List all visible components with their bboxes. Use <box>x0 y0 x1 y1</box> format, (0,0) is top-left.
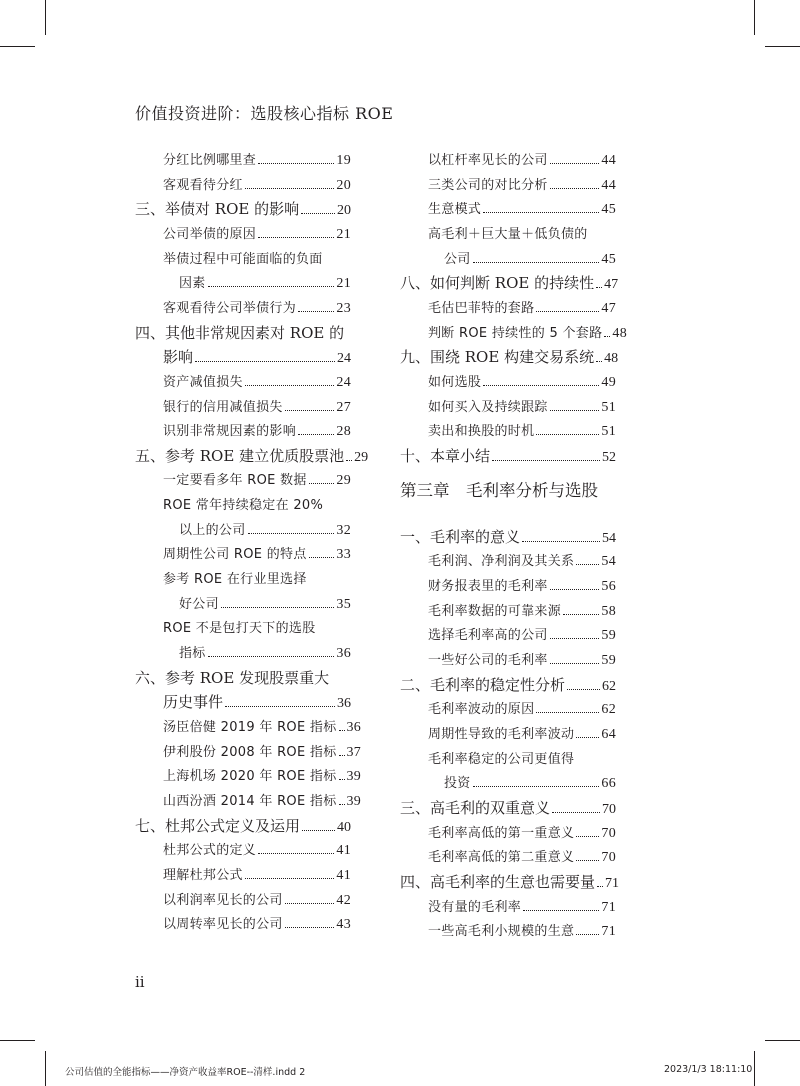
toc-entry-title: 伊利股份 2008 年 ROE 指标 <box>163 744 337 760</box>
toc-entry-title: 九、围绕 ROE 构建交易系统 <box>400 348 595 367</box>
dot-leader <box>536 310 599 312</box>
dot-leader <box>483 384 599 386</box>
toc-entry-page: 41 <box>336 843 351 859</box>
toc-entry <box>400 574 616 599</box>
toc-entry-title: 好公司 <box>179 596 219 612</box>
dot-leader <box>596 286 602 288</box>
dot-leader <box>285 902 335 904</box>
toc-entry-page: 24 <box>336 374 351 390</box>
toc-entry <box>135 641 351 666</box>
toc-entry <box>135 197 351 222</box>
toc-entry-page: 44 <box>601 153 616 168</box>
dot-leader <box>604 335 610 337</box>
toc-entry-title: 投资 <box>444 776 471 792</box>
dot-leader <box>258 852 334 854</box>
dot-leader <box>285 409 335 411</box>
dot-leader <box>248 532 335 534</box>
toc-entry-page: 43 <box>336 917 351 933</box>
toc-entry-title: ROE 不是包打天下的选股 <box>163 621 316 637</box>
toc-entry-title: 十、本章小结 <box>400 446 491 465</box>
toc-entry-page: 41 <box>336 867 351 883</box>
toc-entry <box>135 789 362 814</box>
toc-entry <box>135 863 351 888</box>
dot-leader <box>523 909 599 911</box>
toc-entry-title: 山西汾酒 2014 年 ROE 指标 <box>163 793 337 809</box>
dot-leader <box>576 563 599 565</box>
toc-entry-page: 49 <box>601 374 616 390</box>
toc-entry-page: 71 <box>601 899 616 915</box>
toc-entry-title: 七、杜邦公式定义及运用 <box>135 816 301 835</box>
toc-entry-page: 28 <box>336 424 351 440</box>
dot-leader <box>301 212 335 214</box>
toc-entry <box>400 296 616 321</box>
toc-entry <box>135 345 351 370</box>
dot-leader <box>339 729 345 731</box>
dot-leader <box>576 736 599 738</box>
toc-entry <box>135 296 351 321</box>
toc-entry-page: 23 <box>336 300 351 316</box>
toc-entry-title: 卖出和换股的时机 <box>428 424 535 440</box>
toc-entry <box>135 567 351 592</box>
dot-leader <box>339 803 345 805</box>
toc-entry-title: 影响 <box>163 348 194 367</box>
toc-entry-page: 47 <box>604 277 619 293</box>
toc-entry-title: 财务报表里的毛利率 <box>428 579 548 595</box>
page-number: ii <box>135 973 145 991</box>
toc-entry-title: 客观看待分红 <box>163 177 243 193</box>
crop-mark <box>765 1040 800 1041</box>
toc-entry-page: 70 <box>602 801 616 817</box>
toc-entry-title: 指标 <box>179 646 206 661</box>
toc-entry-page: 51 <box>601 424 616 440</box>
toc-entry <box>400 148 616 173</box>
toc-entry-title: 以上的公司 <box>179 522 246 538</box>
toc-entry-title: 毛利率数据的可靠来源 <box>428 603 562 619</box>
toc-entry <box>135 419 351 444</box>
toc-entry-page: 70 <box>601 825 616 841</box>
crop-mark <box>45 1051 46 1086</box>
toc-entry-title: 没有量的毛利率 <box>428 899 522 915</box>
toc-entry <box>135 247 351 272</box>
toc-entry <box>135 690 351 715</box>
toc-entry-page: 21 <box>336 226 351 242</box>
toc-entry-title: 毛利润、净利润及其关系 <box>428 554 575 570</box>
toc-entry-title: 高毛利＋巨大量＋低负债的 <box>428 226 588 242</box>
toc-entry <box>400 919 616 944</box>
toc-entry <box>135 592 351 617</box>
dot-leader <box>576 933 599 935</box>
toc-entry <box>135 888 351 913</box>
toc-entry-title: 周期性导致的毛利率波动 <box>428 727 575 742</box>
toc-entry-title: 一些高毛利小规模的生意 <box>428 924 575 940</box>
toc-entry <box>400 895 616 920</box>
toc-entry <box>400 870 620 895</box>
toc-entry <box>135 542 351 567</box>
toc-entry-title: 公司 <box>444 251 471 267</box>
toc-entry <box>135 740 362 765</box>
toc-entry <box>400 345 619 370</box>
dot-leader <box>536 433 599 435</box>
toc-entry-page: 59 <box>601 653 616 669</box>
toc-entry <box>135 814 351 839</box>
toc-entry-page: 64 <box>601 727 616 742</box>
toc-entry-page: 36 <box>336 646 351 661</box>
dot-leader <box>473 785 600 787</box>
toc-entry-title: 上海机场 2020 年 ROE 指标 <box>163 769 337 785</box>
toc-entry-title: 以利润率见长的公司 <box>163 892 283 908</box>
toc-entry <box>400 697 616 722</box>
toc-entry-page: 32 <box>336 522 351 538</box>
toc-entry-page: 45 <box>601 202 616 218</box>
crop-mark <box>754 0 755 35</box>
toc-entry <box>400 771 616 796</box>
crop-mark <box>754 1051 755 1086</box>
toc-entry-page: 62 <box>602 678 616 694</box>
toc-entry-page: 47 <box>601 300 616 316</box>
toc-entry-title: 选择毛利率高的公司 <box>428 628 548 644</box>
toc-entry-page: 58 <box>601 603 616 619</box>
toc-entry-title: 如何买入及持续跟踪 <box>428 399 548 415</box>
toc-entry-title: 五、参考 ROE 建立优质股票池 <box>135 446 345 465</box>
dot-leader <box>563 613 599 615</box>
toc-entry-page: 48 <box>612 325 627 341</box>
toc-entry-title: 一些好公司的毛利率 <box>428 653 548 669</box>
toc-entry <box>135 616 351 641</box>
dot-leader <box>550 409 600 411</box>
toc-entry-page: 48 <box>604 351 619 367</box>
dot-leader <box>473 261 600 263</box>
toc-entry-page: 29 <box>336 473 351 489</box>
toc-entry-title: 毛利率波动的原因 <box>428 702 535 718</box>
toc-entry <box>400 549 616 574</box>
toc-entry <box>135 912 351 937</box>
dot-leader <box>567 688 600 690</box>
dot-leader <box>552 811 600 813</box>
toc-entry <box>135 395 351 420</box>
toc-entry-page: 54 <box>602 530 616 546</box>
toc-entry-title: 毛估巴菲特的套路 <box>428 300 535 316</box>
toc-entry-title: 客观看待公司举债行为 <box>163 300 297 316</box>
running-head: 价值投资进阶：选股核心指标 ROE <box>135 104 394 123</box>
dot-leader <box>309 556 335 558</box>
dot-leader <box>346 459 352 461</box>
toc-entry-title: 毛利率高低的第一重意义 <box>428 825 575 841</box>
dot-leader <box>221 606 334 608</box>
toc-entry-page: 66 <box>601 776 616 792</box>
toc-entry-title: 汤臣倍健 2019 年 ROE 指标 <box>163 719 337 735</box>
dot-leader <box>550 588 600 590</box>
toc-entry-page: 51 <box>601 399 616 415</box>
toc-entry <box>135 173 351 198</box>
dot-leader <box>302 829 335 831</box>
toc-entry <box>400 247 616 272</box>
toc-entry <box>135 321 351 346</box>
toc-entry-title: 判断 ROE 持续性的 5 个套路 <box>428 325 603 341</box>
toc-entry-title: 周期性公司 ROE 的特点 <box>163 547 307 563</box>
dot-leader <box>339 778 345 780</box>
toc-entry-title: 参考 ROE 在行业里选择 <box>163 572 307 588</box>
toc-entry <box>400 796 616 821</box>
toc-entry-title: 三、举债对 ROE 的影响 <box>135 200 300 219</box>
toc-entry-title: 历史事件 <box>163 693 224 712</box>
toc-entry <box>400 395 616 420</box>
crop-mark <box>0 1040 35 1041</box>
toc-entry-title: 生意模式 <box>428 202 482 218</box>
toc-entry <box>400 821 616 846</box>
toc-entry-title: 第三章 毛利率分析与选股 <box>400 480 598 500</box>
toc-entry-page: 24 <box>337 351 351 367</box>
toc-entry-page: 36 <box>346 719 362 735</box>
toc-entry-page: 20 <box>336 177 351 193</box>
toc-entry-title: 八、如何判断 ROE 的持续性 <box>400 274 595 293</box>
toc-entry-page: 19 <box>336 153 351 168</box>
toc-entry-page: 21 <box>336 276 351 292</box>
dot-leader <box>208 655 335 657</box>
toc-entry-title: 毛利率高低的第二重意义 <box>428 850 575 866</box>
toc-entry-title: ROE 常年持续稳定在 20% <box>163 498 324 514</box>
toc-entry <box>135 764 362 789</box>
toc-entry-title: 一定要看多年 ROE 数据 <box>163 473 307 489</box>
toc-entry-title: 因素 <box>179 276 206 292</box>
toc-entry <box>400 599 616 624</box>
toc-entry-title: 二、毛利率的稳定性分析 <box>400 675 566 694</box>
toc-entry-title: 毛利率稳定的公司更值得 <box>428 751 575 767</box>
dot-leader <box>245 384 335 386</box>
toc-entry-title: 以杠杆率见长的公司 <box>428 153 548 168</box>
dot-leader <box>483 211 599 213</box>
dot-leader <box>339 754 345 756</box>
toc-entry <box>400 173 616 198</box>
toc-entry <box>400 197 616 222</box>
crop-mark <box>45 0 46 35</box>
dot-leader <box>550 662 600 664</box>
dot-leader <box>522 540 600 542</box>
toc-entry-title: 三、高毛利的双重意义 <box>400 798 551 817</box>
toc-entry <box>135 148 351 173</box>
toc-entry-title: 举债过程中可能面临的负面 <box>163 251 323 267</box>
toc-entry <box>135 518 351 543</box>
dot-leader <box>492 459 600 461</box>
toc-entry-page: 29 <box>354 449 369 465</box>
dot-leader <box>298 310 334 312</box>
toc-entry-page: 36 <box>337 696 351 712</box>
toc-entry-page: 27 <box>336 399 351 415</box>
toc-entry <box>400 321 627 346</box>
dot-leader <box>597 885 603 887</box>
toc-entry-page: 59 <box>601 628 616 644</box>
dot-leader <box>258 162 334 164</box>
toc-entry <box>400 747 616 772</box>
toc-entry-page: 33 <box>336 547 351 563</box>
toc-entry-title: 分红比例哪里查 <box>163 153 257 168</box>
crop-mark <box>765 46 800 47</box>
toc-entry-title: 三类公司的对比分析 <box>428 177 548 193</box>
dot-leader <box>298 433 334 435</box>
dot-leader <box>285 926 335 928</box>
toc-entry-page: 39 <box>346 769 362 785</box>
toc-entry <box>400 648 616 673</box>
dot-leader <box>258 236 334 238</box>
toc-entry <box>135 444 369 469</box>
dot-leader <box>550 637 600 639</box>
toc-entry-page: 52 <box>602 449 616 465</box>
toc-entry-title: 以周转率见长的公司 <box>163 917 283 933</box>
toc-entry-page: 54 <box>601 554 616 570</box>
dot-leader <box>225 705 335 707</box>
dot-leader <box>309 482 335 484</box>
chapter-heading <box>400 478 616 503</box>
crop-mark <box>0 46 35 47</box>
toc-entry <box>135 370 351 395</box>
dot-leader <box>245 877 335 879</box>
toc-entry-title: 一、毛利率的意义 <box>400 527 521 546</box>
toc-entry-title: 六、参考 ROE 发现股票重大 <box>135 668 330 687</box>
dot-leader <box>195 360 335 362</box>
toc-entry <box>400 444 616 469</box>
toc-entry-page: 40 <box>337 819 351 835</box>
dot-leader <box>596 360 602 362</box>
toc-entry-page: 56 <box>601 579 616 595</box>
toc-entry <box>400 673 616 698</box>
dot-leader <box>576 859 599 861</box>
toc-entry <box>135 271 351 296</box>
toc-entry <box>400 271 619 296</box>
toc-entry <box>400 419 616 444</box>
toc-entry-title: 银行的信用减值损失 <box>163 399 283 415</box>
dot-leader <box>245 187 335 189</box>
dot-leader <box>208 285 335 287</box>
toc-entry-page: 42 <box>336 892 351 908</box>
dot-leader <box>536 711 599 713</box>
toc-entry <box>400 623 616 648</box>
toc-entry-page: 70 <box>601 850 616 866</box>
print-slug-datetime: 2023/1/3 18:11:10 <box>664 1064 753 1075</box>
toc-entry-title: 四、其他非常规因素对 ROE 的 <box>135 323 345 342</box>
dot-leader <box>576 835 599 837</box>
toc-entry <box>135 715 362 740</box>
toc-entry-page: 71 <box>605 875 620 891</box>
toc-entry <box>135 468 351 493</box>
toc-entry-title: 杜邦公式的定义 <box>163 843 257 859</box>
toc-entry-page: 45 <box>601 251 616 267</box>
toc-entry-title: 公司举债的原因 <box>163 226 257 242</box>
toc-entry <box>400 525 616 550</box>
toc-entry-title: 理解杜邦公式 <box>163 867 243 883</box>
toc-entry-title: 识别非常规因素的影响 <box>163 424 297 440</box>
toc-entry-page: 20 <box>337 203 351 219</box>
toc-entry <box>400 845 616 870</box>
toc-entry-page: 37 <box>346 744 362 760</box>
toc-entry-page: 39 <box>346 793 362 809</box>
toc-entry <box>400 722 616 747</box>
toc-entry-title: 如何选股 <box>428 374 482 390</box>
toc-entry <box>400 222 616 247</box>
toc-entry-page: 71 <box>601 924 616 940</box>
dot-leader <box>550 162 600 164</box>
toc-entry <box>135 222 351 247</box>
toc-entry <box>135 838 351 863</box>
print-slug-file: 公司估值的全能指标——净资产收益率ROE--清样.indd 2 <box>65 1067 306 1078</box>
toc-entry-page: 44 <box>601 177 616 193</box>
toc-entry-page: 62 <box>601 702 616 718</box>
toc-entry <box>400 370 616 395</box>
toc-entry <box>135 493 351 518</box>
toc-entry <box>135 666 351 691</box>
toc-entry-title: 四、高毛利率的生意也需要量 <box>400 872 596 891</box>
toc-entry-page: 35 <box>336 596 351 612</box>
toc-entry-title: 资产减值损失 <box>163 374 243 390</box>
dot-leader <box>550 187 600 189</box>
